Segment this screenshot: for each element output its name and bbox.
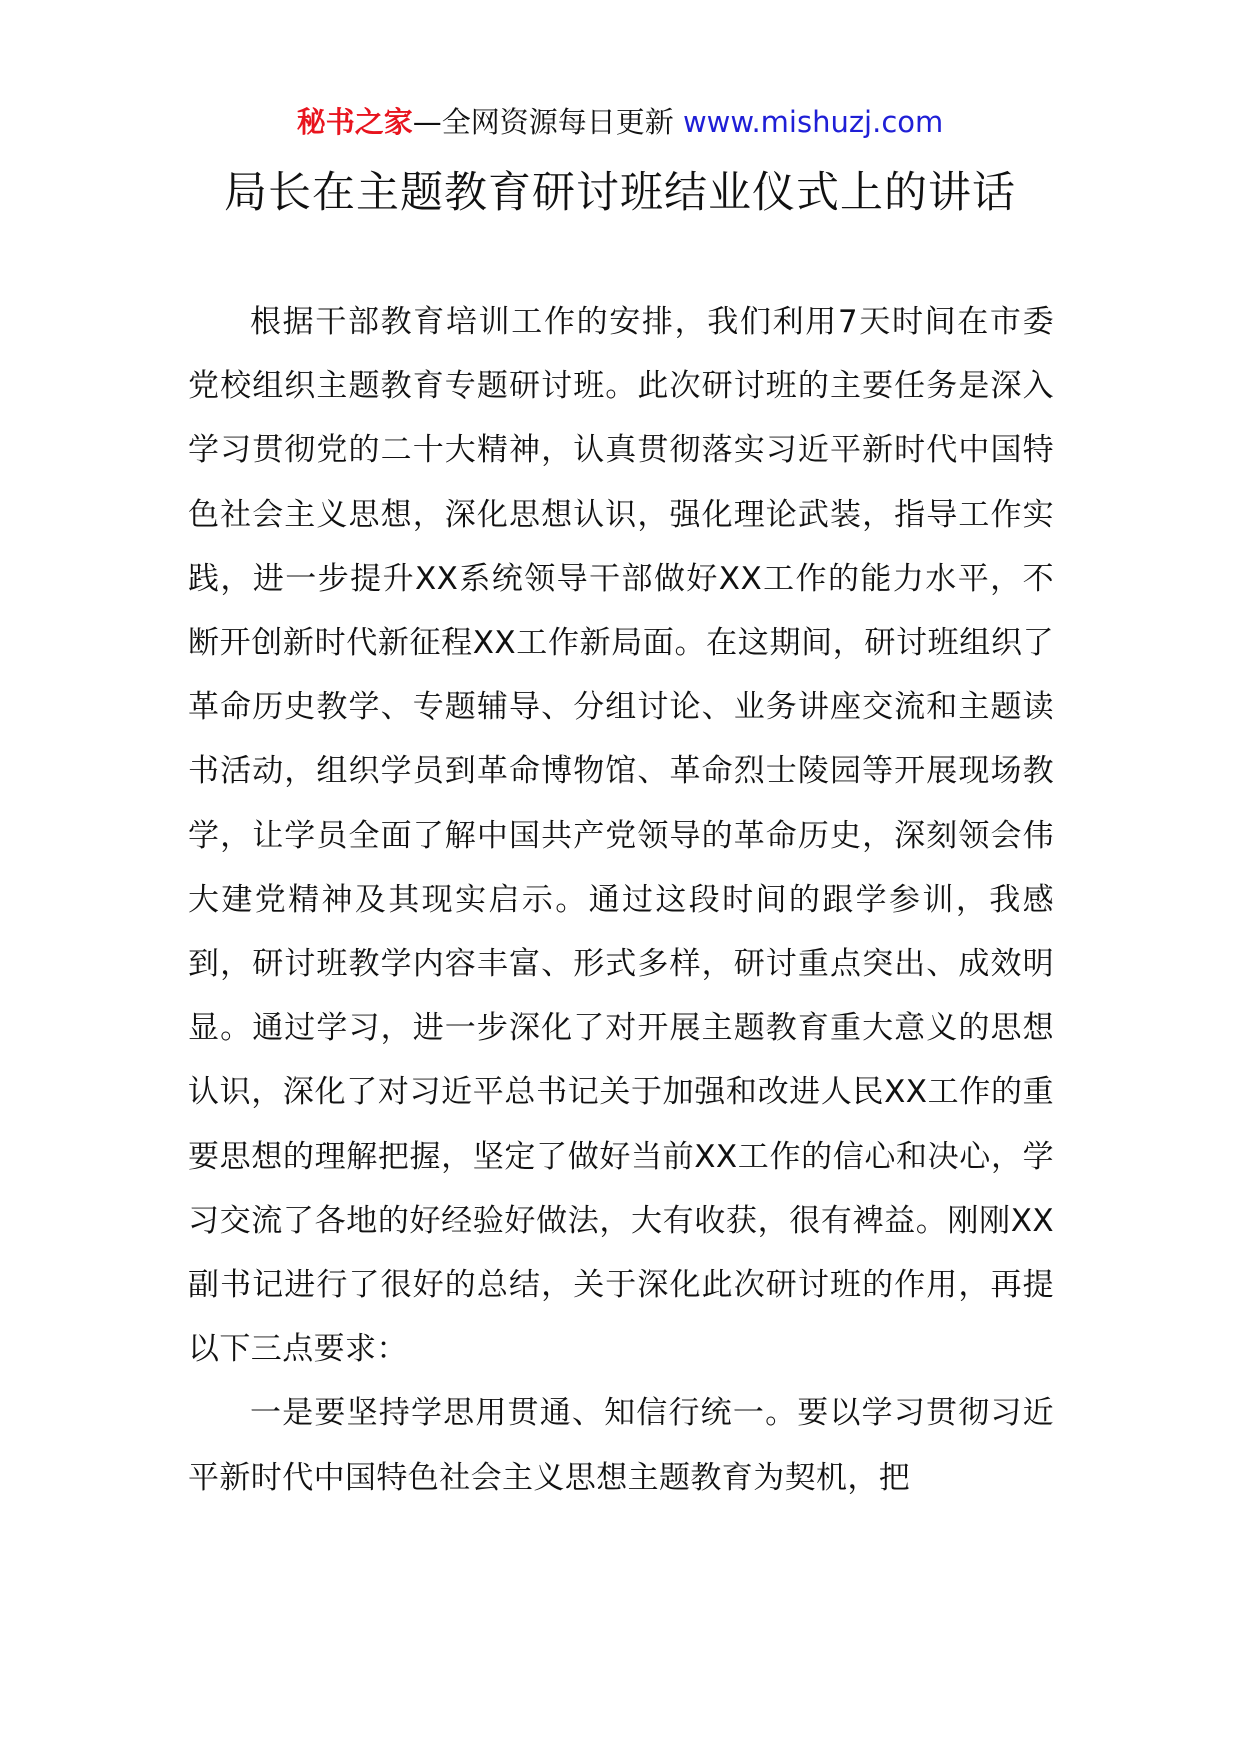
- brand-name: 秘书之家: [296, 105, 413, 139]
- paragraph-point-one: 一是要坚持学思用贯通、知信行统一。要以学习贯彻习近平新时代中国特色社会主义思想主题教育为契机，把: [188, 1395, 1054, 1496]
- document-body: [188, 290, 1054, 1510]
- header-slogan: —全网资源每日更新: [412, 105, 674, 139]
- site-url-link[interactable]: www.mishuzj.com: [682, 105, 944, 139]
- paragraph-intro: 根据干部教育培训工作的安排，我们利用7天时间在市委党校组织主题教育专题研讨班。此次研讨班的主要任务是深入学习贯彻党的二十大精神，认真贯彻落实习近平新时代中国特色社会主义思想，深化思想认识，强化理论武装，指导工作实践，进一步提升XX系统领导干部做好XX工作的能力水平，不断开创新时代新征程XX工作新局面。在这期间，研讨班组织了革命历史教学、专题辅导、分组讨论、业务讲座交流和主题读书活动，组织学员到革命博物馆、革命烈士陵园等开展现场教学，让学员全面了解中国共产党领导的革命历史，深刻领会伟大建党精神及其现实启示。通过这段时间的跟学参训，我感到，研讨班教学内容丰富、形式多样，研讨重点突出、成效明显。通过学习，进一步深化了对开展主题教育重大意义的思想认识，深化了对习近平总书记关于加强和改进人民XX工作的重要思想的理解把握，坚定了做好当前XX工作的信心和决心，学习交流了各地的好经验好做法，大有收获，很有裨益。刚刚XX副书记进行了很好的总结，关于深化此次研讨班的作用，再提以下三点要求：: [188, 304, 1054, 1368]
- site-header: [0, 102, 1240, 142]
- document-title: 局长在主题教育研讨班结业仪式上的讲话: [224, 168, 1016, 218]
